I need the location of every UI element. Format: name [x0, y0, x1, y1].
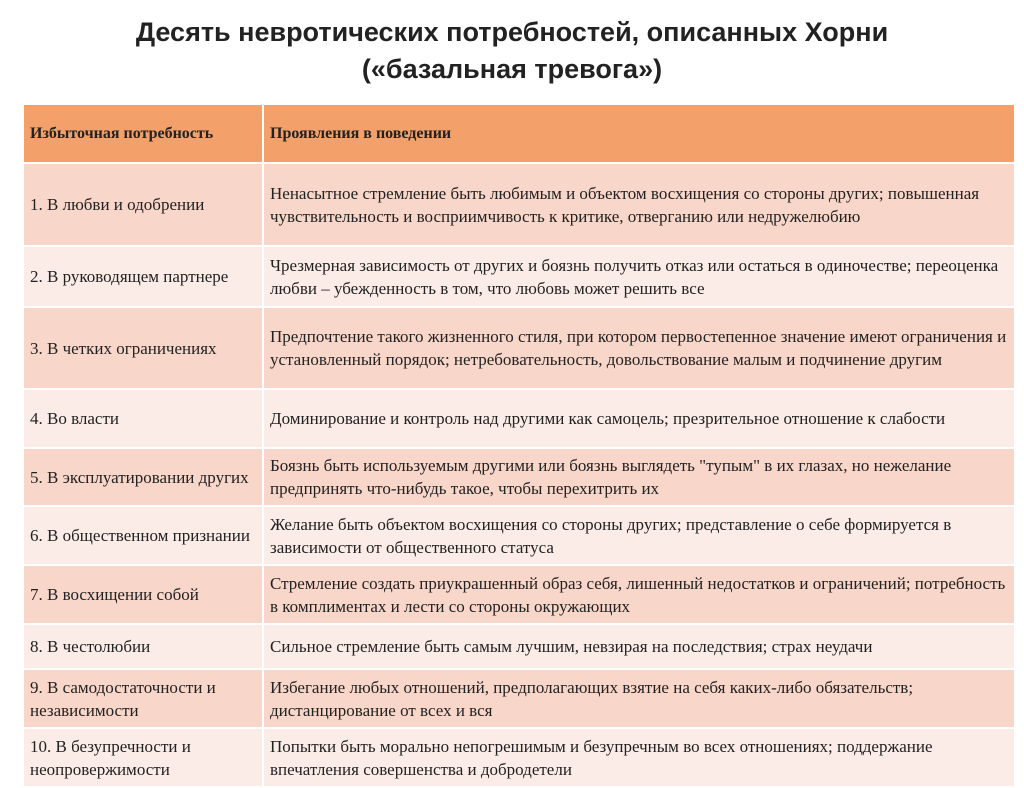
header-need: Избыточная потребность [23, 104, 263, 163]
table-row [23, 246, 1015, 307]
behavior-cell: Попытки быть морально непогрешимым и безупречным во всех отношениях; поддержание впечатления совершенства и добродетели [263, 728, 1015, 787]
need-cell: 6. В общественном признании [23, 506, 263, 565]
table-row [23, 506, 1015, 565]
behavior-cell: Боязнь быть используемым другими или боязнь выглядеть "тупым" в их глазах, но нежелание предпринять что-нибудь такое, чтобы перехитрить их [263, 448, 1015, 506]
table-row [23, 389, 1015, 448]
table-row [23, 448, 1015, 506]
needs-table [22, 103, 1016, 788]
table-row [23, 163, 1015, 246]
need-cell: 5. В эксплуатировании других [23, 448, 263, 506]
behavior-cell: Сильное стремление быть самым лучшим, невзирая на последствия; страх неудачи [263, 624, 1015, 669]
behavior-cell: Желание быть объектом восхищения со стороны других; представление о себе формируется в зависимости от общественного статуса [263, 506, 1015, 565]
behavior-cell: Избегание любых отношений, предполагающих взятие на себя каких-либо обязательств; дистанцирование от всех и вся [263, 669, 1015, 728]
title-line-1: Десять невротических потребностей, описанных Хорни [135, 17, 889, 47]
behavior-cell: Ненасытное стремление быть любимым и объектом восхищения со стороны других; повышенная чувствительность и восприимчивость к критике, отверганию или недружелюбию [263, 163, 1015, 246]
table-row [23, 728, 1015, 787]
behavior-cell: Предпочтение такого жизненного стиля, при котором первостепенное значение имеют ограничения и установленный порядок; нетребовательность, довольствование малым и подчинение другим [263, 307, 1015, 389]
need-cell: 10. В безупречности и неопровержимости [23, 728, 263, 787]
behavior-cell: Чрезмерная зависимость от других и боязнь получить отказ или остаться в одиночестве; переоценка любви – убежденность в том, что любовь может решить все [263, 246, 1015, 307]
table-row [23, 669, 1015, 728]
table-row [23, 307, 1015, 389]
behavior-cell: Доминирование и контроль над другими как самоцель; презрительное отношение к слабости [263, 389, 1015, 448]
need-cell: 4. Во власти [23, 389, 263, 448]
header-behavior: Проявления в поведении [263, 104, 1015, 163]
behavior-cell: Стремление создать приукрашенный образ себя, лишенный недостатков и ограничений; потребность в комплиментах и лести со стороны окружающих [263, 565, 1015, 624]
need-cell: 7. В восхищении собой [23, 565, 263, 624]
need-cell: 8. В честолюбии [23, 624, 263, 669]
table-row [23, 565, 1015, 624]
table-header-row [23, 104, 1015, 163]
need-cell: 9. В самодостаточности и независимости [23, 669, 263, 728]
needs-table-container [22, 103, 1014, 779]
table-row [23, 624, 1015, 669]
page-title [0, 14, 1024, 88]
need-cell: 2. В руководящем партнере [23, 246, 263, 307]
title-line-2: («базальная тревога») [361, 54, 663, 84]
need-cell: 3. В четких ограничениях [23, 307, 263, 389]
need-cell: 1. В любви и одобрении [23, 163, 263, 246]
